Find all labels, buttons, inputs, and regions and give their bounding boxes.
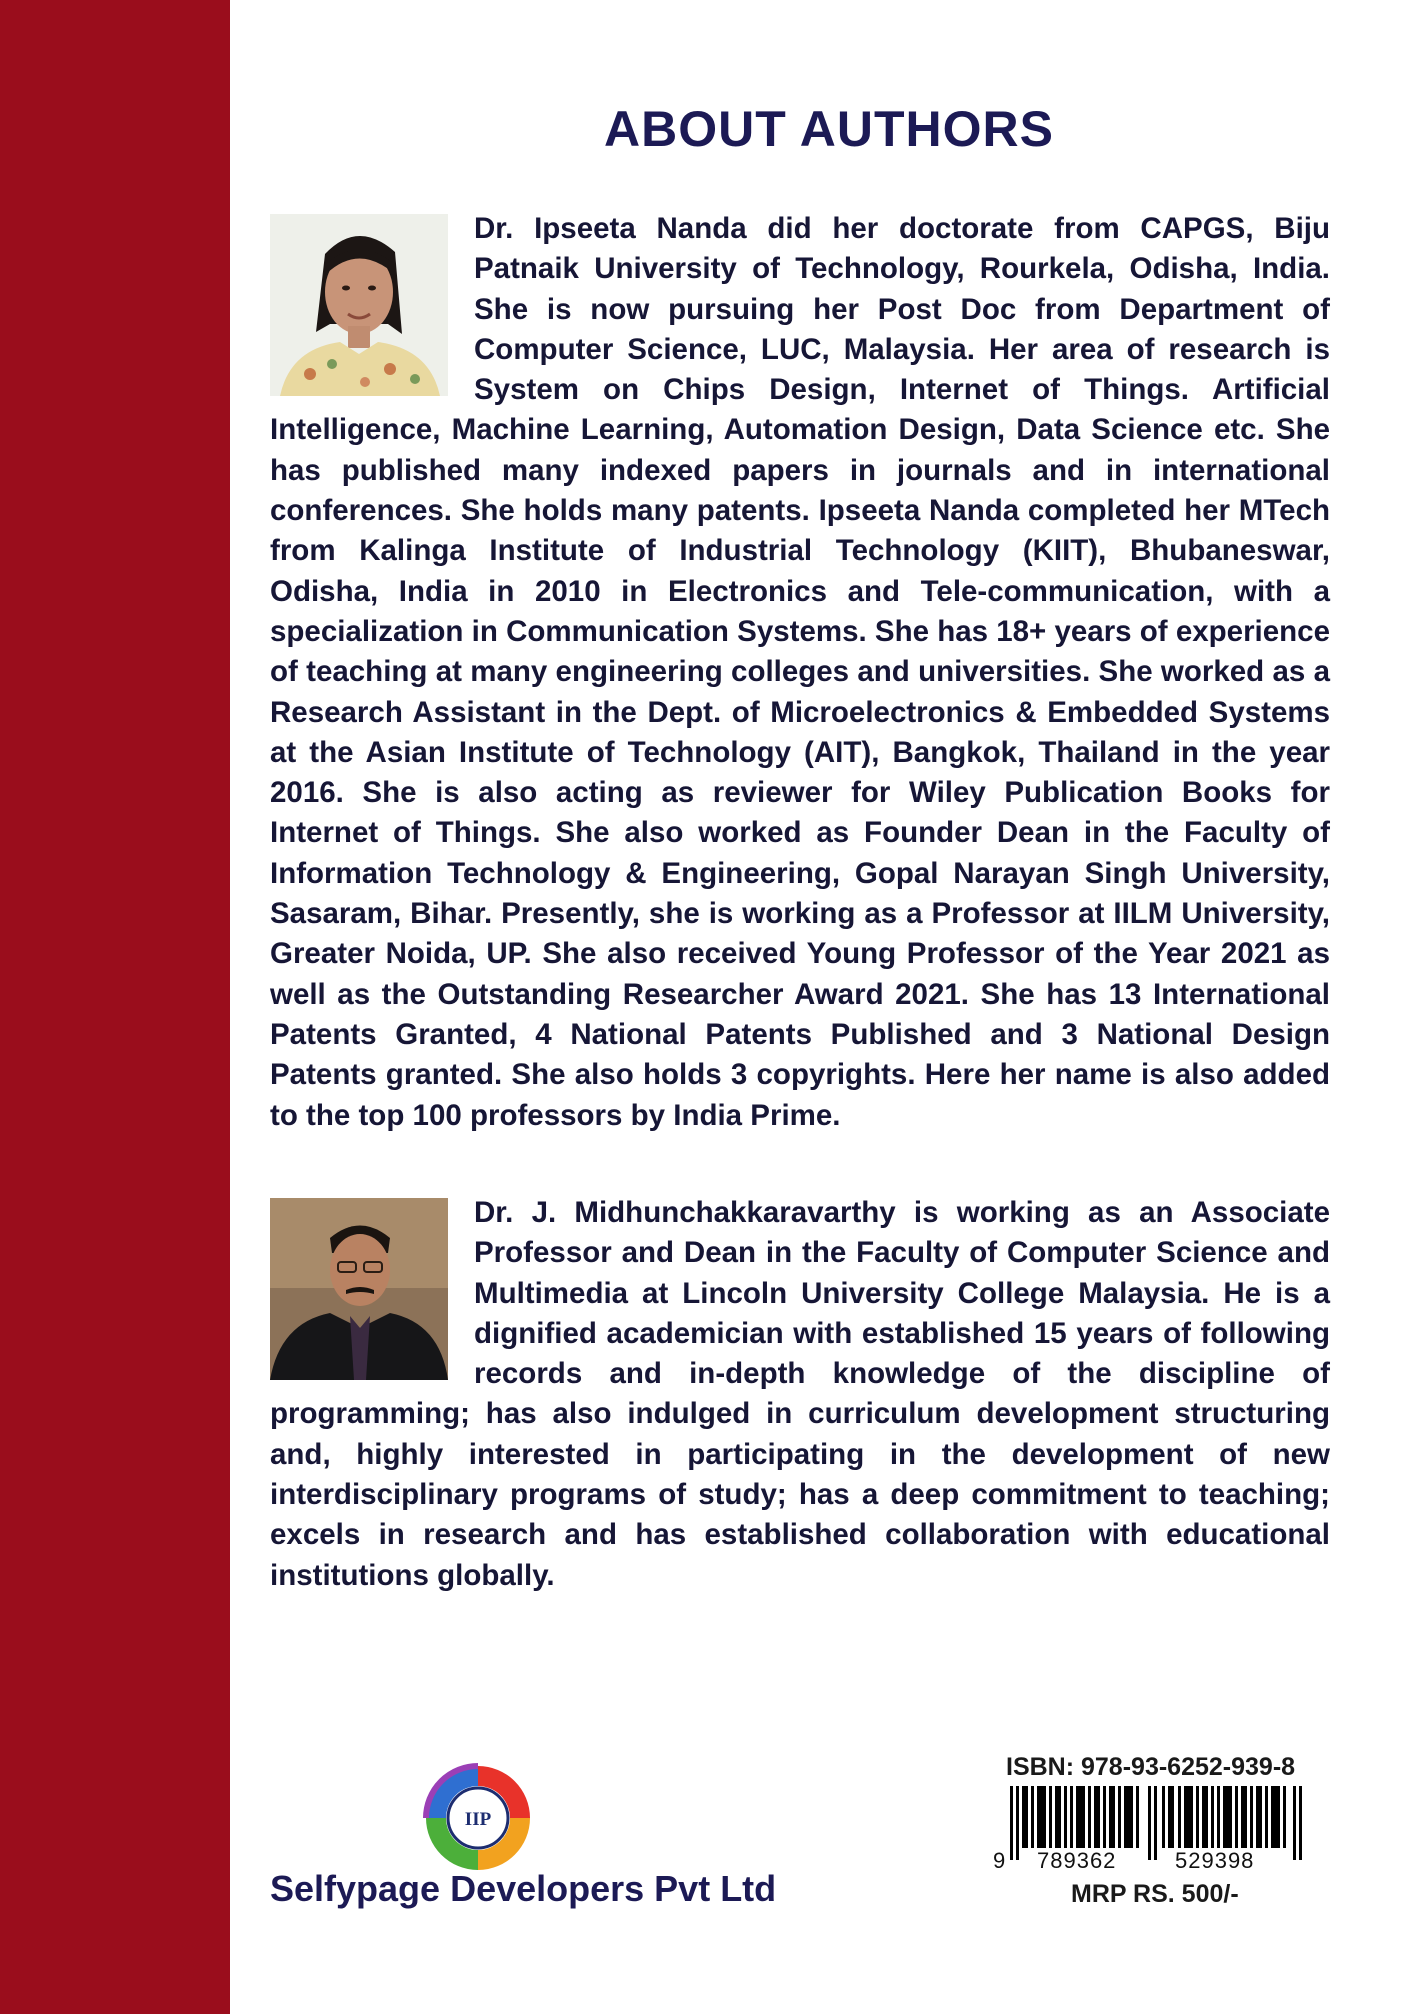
publisher-logo [418, 1758, 538, 1878]
barcode-lead-digit: 9 [993, 1848, 1007, 1873]
author2-bio-text: is working as an Associate Professor and Dean in the Faculty of Computer Science and Multimedia at Lincoln University College Malaysia. He is a dignified academician with established 15 years of following records and in-depth knowledge of the discipline of programming; has also indulged in curriculum development structuring and, highly interested in participating in the development of new interdisciplinary programs of study; has a deep commitment to teaching; excels in research and has established collaboration with educational institutions globally. [270, 1196, 1330, 1592]
author2-bio [270, 1193, 1330, 1596]
isbn-label: ISBN: 978-93-6252-939-8 [1006, 1753, 1296, 1781]
author2-name: Dr. J. Midhunchakkaravarthy [474, 1196, 896, 1229]
barcode-left-digits: 789362 [1037, 1848, 1117, 1873]
page-title: ABOUT AUTHORS [603, 101, 1054, 157]
author2-photo [270, 1198, 448, 1380]
author1-bio [270, 209, 1330, 1136]
author1-bio-text: did her doctorate from CAPGS, Biju Patnaik University of Technology, Rourkela, Odisha, India. She is now pursuing her Post Doc from Department of Computer Science, LUC, Malaysia. Her area of research is System on Chips Design, Internet of Things. Artificial Intelligence, Machine Learning, Automation Design, Data Science etc. She has published many indexed papers in journals and in international conferences. She holds many patents. Ipseeta Nanda completed her MTech from Kalinga Institute of Industrial Technology (KIIT), Bhubaneswar, Odisha, India in 2010 in Electronics and Tele-communication, with a specialization in Communication Systems. She has 18+ years of experience of teaching at many engineering colleges and universities. She worked as a Research Assistant in the Dept. of Microelectronics & Embedded Systems at the Asian Institute of Technology (AIT), Bangkok, Thailand in the year 2016. She is also acting as reviewer for Wiley Publication Books for Internet of Things. She also worked as Founder Dean in the Faculty of Information Technology & Engineering, Gopal Narayan Singh University, Sasaram, Bihar. Presently, she is working as a Professor at IILM University, Greater Noida, UP. She also received Young Professor of the Year 2021 as well as the Outstanding Researcher Award 2021. She has 13 International Patents Granted, 4 National Patents Published and 3 National Design Patents granted. She also holds 3 copyrights. Here her name is also added to the top 100 professors by India Prime. [270, 212, 1330, 1132]
author1-photo [270, 214, 448, 396]
publisher-name: Selfypage Developers Pvt Ltd [270, 1868, 777, 1909]
barcode-right-digits: 529398 [1175, 1848, 1255, 1873]
red-spine-band [0, 0, 230, 2014]
price-label: MRP RS. 500/- [1071, 1880, 1239, 1908]
author1-name: Dr. Ipseeta Nanda [474, 212, 747, 245]
publisher-logo-text: IIP [464, 1809, 492, 1830]
